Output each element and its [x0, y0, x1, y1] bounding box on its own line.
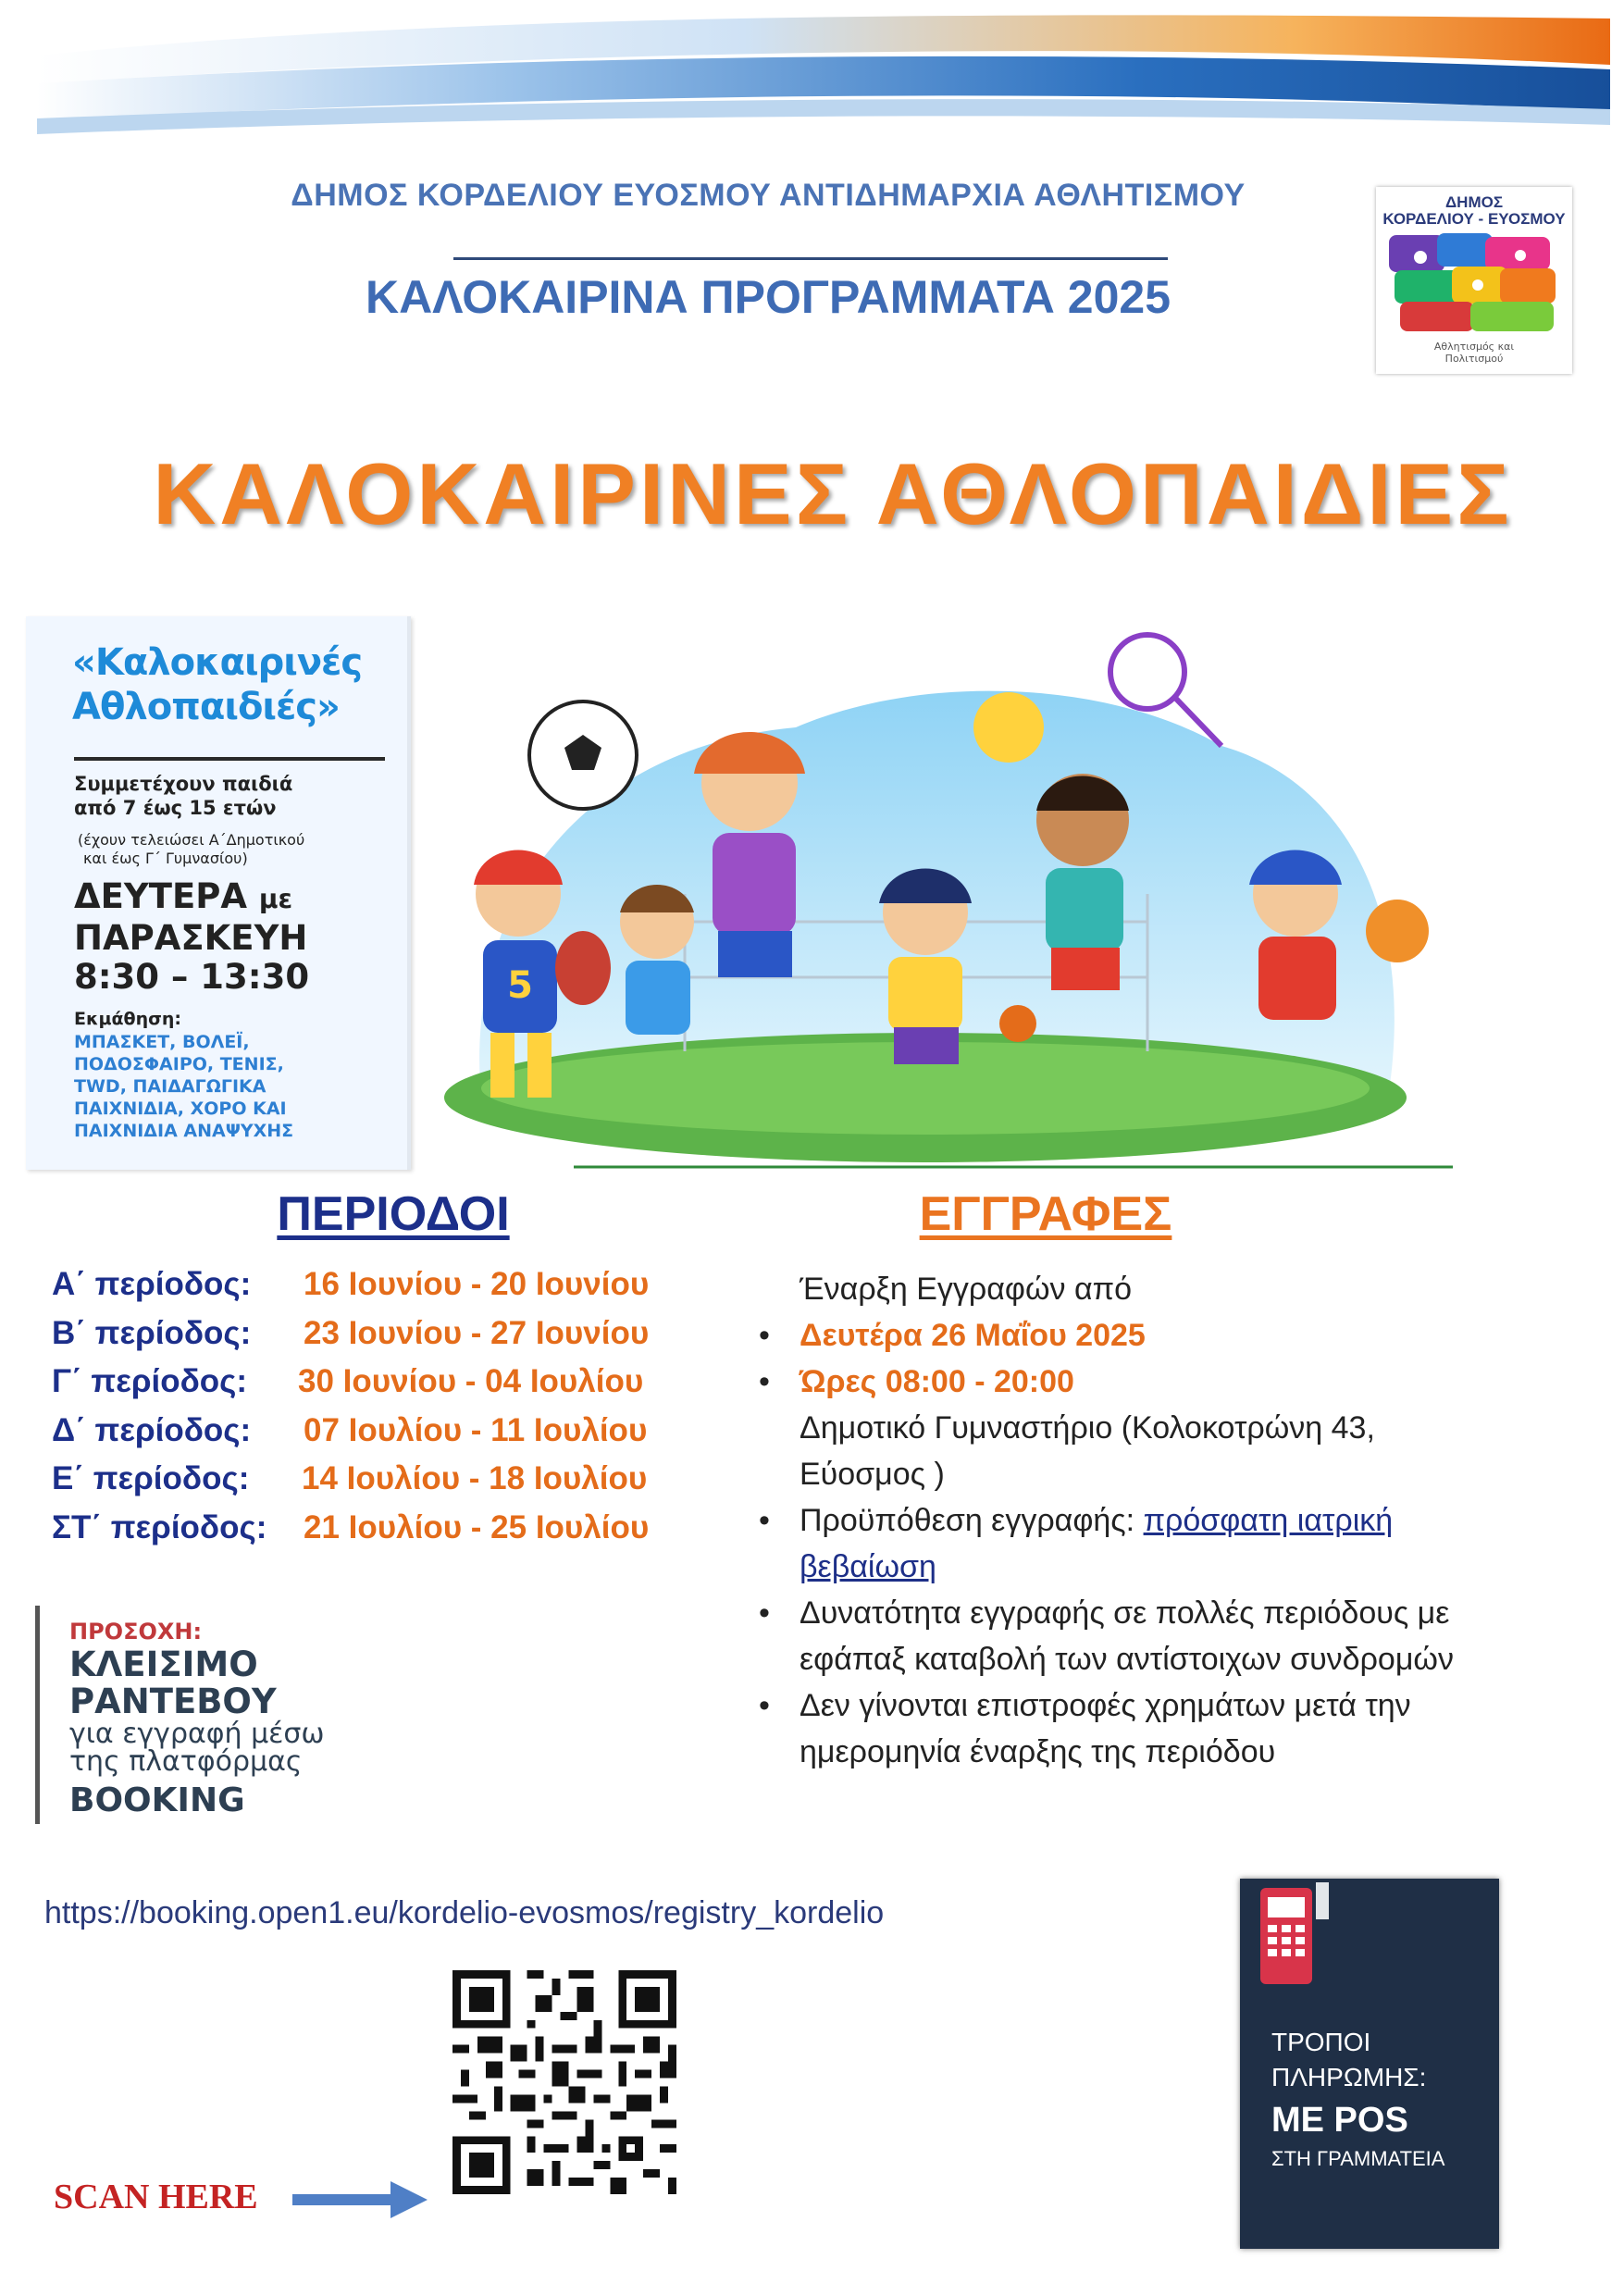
booking-url-link[interactable]: https://booking.open1.eu/kordelio-evosmos/registry_kordelio — [44, 1895, 885, 1930]
medical-certificate-link[interactable]: πρόσφατη ιατρική — [1143, 1503, 1394, 1538]
learn-list — [74, 1031, 398, 1142]
svg-text:5: 5 — [507, 964, 533, 1007]
payment-methods-card: ΤΡΟΠΟΙ ΠΛΗΡΩΜΗΣ: ΜΕ POS ΣΤΗ ΓΡΑΜΜΑΤΕΙΑ — [1240, 1879, 1499, 2249]
schedule-days: ΔΕΥΤΕΡΑ με ΠΑΡΑΣΚΕΥΗ 8:30 – 13:30 — [74, 877, 398, 997]
attention-notice: ΠΡΟΣΟΧΗ: ΚΛΕΙΣΙΜΟ ΡΑΝΤΕΒΟΥ για εγγραφή μέσω της πλατφόρμας BOOKING — [35, 1606, 447, 1824]
bullet-icon: • — [759, 1595, 770, 1631]
period-row: ΣΤ΄ περίοδος: 21 Ιουλίου - 25 Ιουλίου — [52, 1508, 650, 1545]
program-info-box — [26, 616, 411, 1170]
bullet-icon: • — [759, 1688, 770, 1723]
basketball-icon — [1366, 900, 1429, 962]
registration-hours: Ώρες 08:00 - 20:00 — [800, 1364, 1074, 1399]
pos-terminal-icon — [1251, 1879, 1334, 1990]
learn-label: Εκμάθηση: — [74, 1009, 182, 1029]
learn-item: TWD, ΠΑΙΔΑΓΩΓΙΚΑ — [74, 1076, 267, 1097]
medical-certificate-link[interactable]: βεβαίωση — [800, 1549, 936, 1584]
learn-item: ΠΑΙΧΝΙΔΙΑ, ΧΟΡΟ ΚΑΙ — [74, 1098, 287, 1119]
participants-note: (έχουν τελειώσει Α΄Δημοτικού και έως Γ΄ Γυμνασίου) — [78, 831, 305, 867]
registration-start-label: Έναρξη Εγγραφών από — [800, 1272, 1132, 1307]
main-title: ΚΑΛΟΚΑΙΡΙΝΕΣ ΑΘΛΟΠΑΙΔΙΕΣ — [153, 445, 1513, 542]
registrations-list: Έναρξη Εγγραφών από • Δευτέρα 26 Μαΐου 2025 • Ώρες 08:00 - 20:00 Δημοτικό Γυμναστήριο (Κολοκοτρώνη 43, Εύοσμος ) • Προϋπόθεση εγγραφής: πρόσφατη ιατρική βεβαίωση • Δυνατότητα εγγραφής σε πολλές περιόδους με εφάπαξ καταβολή των αντίστοιχων συνδρομών • Δεν γίνονται επιστροφές χρημάτων μετά την ημερομηνία έναρξης της περιόδου — [759, 1266, 1592, 1775]
kids-sports-illustration — [407, 616, 1462, 1172]
period-row: Α΄ περίοδος: 16 Ιουνίου - 20 Ιουνίου — [52, 1266, 650, 1302]
header-wave-banner — [37, 0, 1610, 139]
logo-text-top: ΔΗΜΟΣ ΚΟΡΔΕΛΙΟΥ - ΕΥΟΣΜΟΥ — [1382, 193, 1566, 228]
venue-text: Εύοσμος ) — [800, 1457, 945, 1492]
racket-icon — [555, 931, 611, 1005]
municipality-logo — [1376, 187, 1572, 374]
period-row: Ε΄ περίοδος: 14 Ιουλίου - 18 Ιουλίου — [52, 1460, 648, 1496]
municipality-heading: ΔΗΜΟΣ ΚΟΡΔΕΛΙΟΥ ΕΥΟΣΜΟΥ ΑΝΤΙΔΗΜΑΡΧΙΑ ΑΘΛΗΤΙΣΜΟΥ — [291, 178, 1246, 213]
sun-icon — [973, 692, 1044, 763]
period-row: Β΄ περίοδος: 23 Ιουνίου - 27 Ιουνίου — [52, 1314, 650, 1351]
bullet-icon: • — [759, 1364, 770, 1399]
period-row: Γ΄ περίοδος: 30 Ιουνίου - 04 Ιουλίου — [52, 1363, 644, 1399]
programs-heading: ΚΑΛΟΚΑΙΡΙΝΑ ΠΡΟΓΡΑΜΜΑΤΑ 2025 — [365, 271, 1172, 323]
registration-start-date: Δευτέρα 26 Μαΐου 2025 — [800, 1318, 1146, 1353]
arrow-right-icon — [292, 2179, 429, 2220]
venue-text: Δημοτικό Γυμναστήριο (Κολοκοτρώνη 43, — [800, 1410, 1375, 1446]
list-item — [759, 1359, 1592, 1405]
header-divider — [453, 257, 1168, 260]
learn-item: ΜΠΑΣΚΕΤ, ΒΟΛΕΪ, — [74, 1032, 250, 1052]
bullet-icon: • — [759, 1503, 770, 1538]
participants-text: Συμμετέχουν παιδιά από 7 έως 15 ετών — [74, 773, 293, 819]
list-item: • Δυνατότητα εγγραφής σε πολλές περιόδους με — [759, 1590, 1592, 1636]
requirement-label: Προϋπόθεση εγγραφής: — [800, 1503, 1144, 1538]
list-item: • Δεν γίνονται επιστροφές χρημάτων μετά την — [759, 1682, 1592, 1729]
periods-list — [52, 1266, 755, 1558]
list-item — [759, 1312, 1592, 1359]
logo-text-bottom: Αθλητισμός και Πολιτισμού — [1433, 341, 1515, 365]
periods-title: ΠΕΡΙΟΔΟΙ — [277, 1187, 510, 1241]
qr-code[interactable] — [444, 1962, 685, 2203]
info-box-divider — [74, 757, 385, 761]
logo-graphic-icon — [1382, 230, 1567, 339]
period-row: Δ΄ περίοδος: 07 Ιουλίου - 11 Ιουλίου — [52, 1411, 648, 1448]
learn-item: ΠΑΙΧΝΙΔΙΑ ΑΝΑΨΥΧΗΣ — [74, 1121, 294, 1141]
schedule-hours: 8:30 – 13:30 — [74, 957, 310, 997]
list-item — [759, 1497, 1592, 1544]
badminton-racket-icon — [1110, 635, 1184, 709]
learn-item: ΠΟΔΟΣΦΑΙΡΟ, ΤΕΝΙΣ, — [74, 1054, 284, 1074]
registrations-title: ΕΓΓΡΑΦΕΣ — [919, 1187, 1172, 1241]
scan-here-label: SCAN HERE — [54, 2178, 258, 2216]
info-box-title: «Καλοκαιρινές Αθλοπαιδιές» — [72, 641, 363, 728]
bullet-icon: • — [759, 1318, 770, 1353]
